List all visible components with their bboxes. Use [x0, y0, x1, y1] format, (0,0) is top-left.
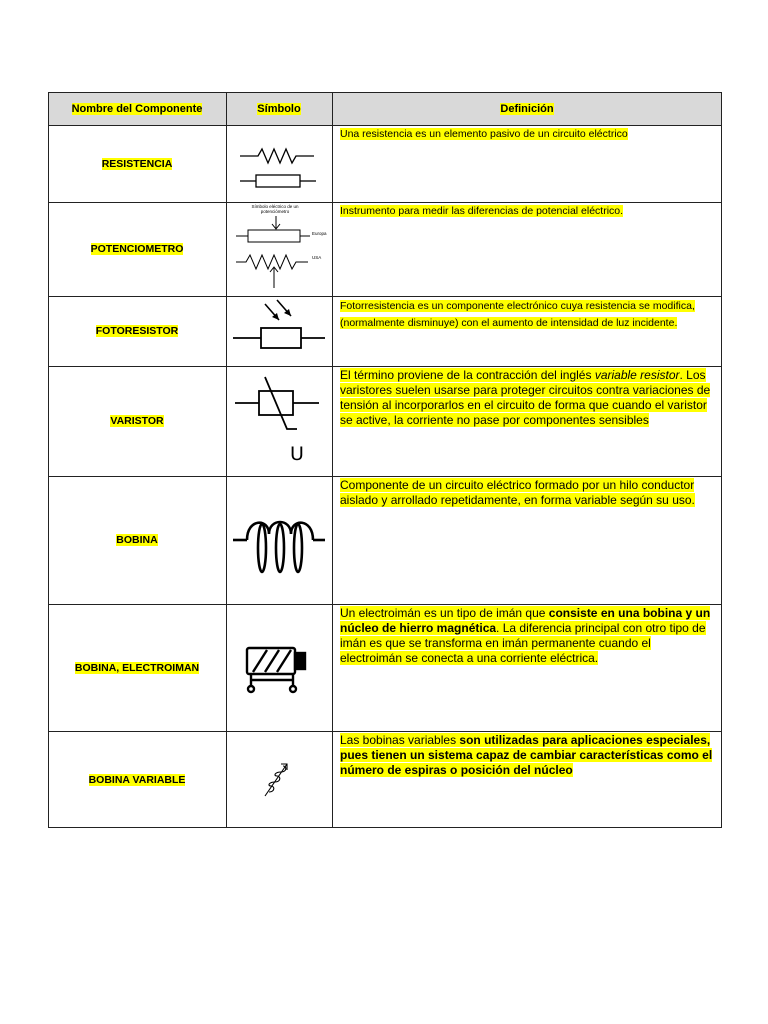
table-border-bottom [48, 827, 722, 828]
component-name-cell [48, 125, 226, 202]
varistor-icon [231, 369, 327, 473]
component-name: VARISTOR [110, 415, 164, 427]
photoresistor-icon [229, 298, 329, 364]
definition-text-lead: Las bobinas variables [340, 733, 460, 747]
symbol-cell [226, 731, 332, 828]
component-name: BOBINA VARIABLE [88, 773, 186, 786]
header-definition-cell [332, 92, 722, 125]
varistor-symbol [231, 369, 327, 473]
row-divider [48, 366, 722, 367]
row-divider [48, 202, 722, 203]
row-divider [48, 604, 722, 605]
component-name-cell [48, 731, 226, 828]
component-name: BOBINA [116, 534, 158, 546]
definition-text: Componente de un circuito eléctrico formado por un hilo conductor aislado y arrollado repetidamente, en forma variable según su uso. [340, 478, 695, 507]
component-name-cell [48, 476, 226, 604]
component-name: FOTORESISTOR [95, 325, 179, 337]
symbol-cell [226, 366, 332, 476]
table-border-top [48, 92, 722, 93]
definition-cell [332, 366, 722, 476]
row-divider [48, 731, 722, 732]
component-name-cell [48, 202, 226, 296]
symbol-cell [226, 125, 332, 202]
header-name-cell [48, 92, 226, 125]
definition-text: Instrumento para medir las diferencias de potencial eléctrico. [340, 205, 624, 217]
row-divider [48, 296, 722, 297]
inductor-coil-icon [229, 500, 329, 580]
definition-text-rest: . Los varistores suelen usarse para proteger circuitos contra variaciones de tensión al incorporarlos en el circuito de forma que cuando el varistor se active, la corriente no pase por componentes sensibles [340, 368, 711, 427]
potentiometer-icon [230, 204, 328, 294]
component-name: BOBINA, ELECTROIMAN [74, 661, 200, 674]
definition-text-lead: Un electroimán es un tipo de imán que [340, 606, 549, 620]
varistor-glyph: U [290, 443, 304, 465]
component-name: RESISTENCIA [101, 157, 173, 170]
definition-cell [332, 731, 722, 828]
definition-text-bold: son utilizadas para aplicaciones especiales, pues tienen un sistema capaz de cambiar características como el número de espiras o posición del núcleo [340, 733, 713, 777]
definition-cell [332, 604, 722, 731]
symbol-cell [226, 476, 332, 604]
definition-cell [332, 296, 722, 366]
header-definition-label: Definición [500, 102, 554, 115]
definition-cell [332, 476, 722, 604]
definition-text-lead: El término proviene de la contracción del inglés [340, 368, 595, 382]
symbol-cell [226, 604, 332, 731]
resistor-icon [234, 129, 324, 199]
potentiometer-label-europa: Europa [312, 231, 327, 236]
symbol-cell [226, 296, 332, 366]
component-name-cell [48, 296, 226, 366]
header-name-label: Nombre del Componente [71, 102, 203, 115]
variable-inductor-icon [259, 758, 299, 802]
definition-text: Fotorresistencia es un componente electrónico cuya resistencia se modifica, (normalmente disminuye) con el aumento de intensidad de luz incidente. [340, 300, 695, 329]
definition-text: Una resistencia es un elemento pasivo de un circuito eléctrico [340, 128, 628, 140]
components-table [48, 92, 722, 828]
header-symbol-cell [226, 92, 332, 125]
symbol-cell [226, 202, 332, 296]
header-symbol-label: Símbolo [257, 102, 301, 115]
component-name-cell [48, 366, 226, 476]
definition-cell [332, 125, 722, 202]
row-divider [48, 476, 722, 477]
component-name-cell [48, 604, 226, 731]
potentiometer-caption: Símbolo eléctrico de un potenciómetro [251, 204, 299, 214]
electromagnet-icon [239, 638, 319, 698]
potentiometer-symbol [230, 204, 328, 294]
component-name: POTENCIOMETRO [90, 243, 184, 255]
definition-text-rest: . La diferencia principal con otro tipo de imán es que se transforma en imán permanente cuando el electroimán se conecta a una corriente eléctrica. [340, 621, 706, 665]
row-divider [48, 125, 722, 126]
definition-text-bold: consiste en una bobina y un núcleo de hierro magnética [340, 606, 711, 635]
definition-text-italic: variable resistor [594, 368, 680, 382]
definition-cell [332, 202, 722, 296]
potentiometer-label-usa: USA [312, 255, 322, 260]
